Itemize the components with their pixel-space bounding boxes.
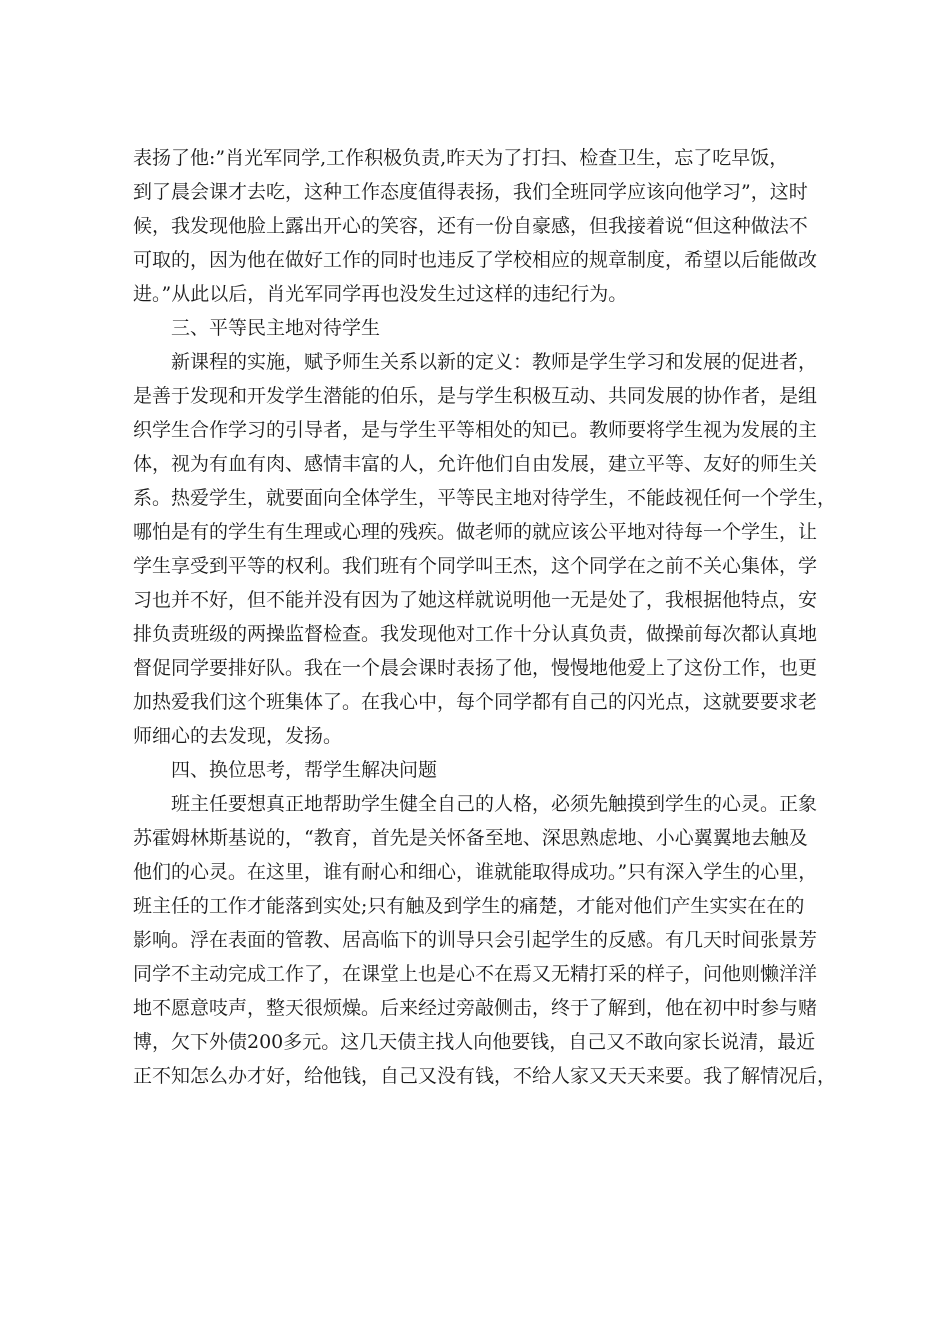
text-line: 苏霍姆林斯基说的，“教育，首先是关怀备至地、深思熟虑地、小心翼翼地去触及: [133, 827, 808, 849]
text-line: 表扬了他:”肖光军同学,工作积极负责,昨天为了打扫、检查卫生，忘了吃早饭，: [133, 147, 789, 169]
text-line: 影响。浮在表面的管教、居高临下的训导只会引起学生的反感。有几天时间张景芳: [133, 929, 818, 951]
text-line: 同学不主动完成工作了，在课堂上也是心不在焉又无精打采的样子，问他则懒洋洋: [133, 963, 818, 985]
text-line: 进。”从此以后，肖光军同学再也没发生过这样的违纪行为。: [133, 283, 628, 305]
text-line: 哪怕是有的学生有生理或心理的残疾。做老师的就应该公平地对待每一个学生，让: [133, 521, 818, 543]
text-line: 织学生合作学习的引导者，是与学生平等相处的知已。教师要将学生视为发展的主: [133, 419, 818, 441]
body-text: [133, 141, 837, 1093]
text-line: 是善于发现和开发学生潜能的伯乐，是与学生积极互动、共同发展的协作者，是组: [133, 385, 818, 407]
text-line: 排负责班级的两操监督检查。我发现他对工作十分认真负责，做操前每次都认真地: [133, 623, 818, 645]
text-line: 地不愿意吱声，整天很烦燥。后来经过旁敲侧击，终于了解到，他在初中时参与赌: [133, 997, 818, 1019]
paragraph-start: 班主任要想真正地帮助学生健全自己的人格，必须先触摸到学生的心灵。正象: [171, 793, 818, 815]
text-line: 体，视为有血有肉、感情丰富的人，允许他们自由发展，建立平等、友好的师生关: [133, 453, 818, 475]
text-line: 习也并不好，但不能并没有因为了她这样就说明他一无是处了，我根据他特点，安: [133, 589, 818, 611]
text-line: 候，我发现他脸上露出开心的笑容，还有一份自豪感，但我接着说“但这种做法不: [133, 215, 808, 237]
text-line: 加热爱我们这个班集体了。在我心中，每个同学都有自己的闪光点，这就要要求老: [133, 691, 818, 713]
paragraph-start: 新课程的实施，赋予师生关系以新的定义：教师是学生学习和发展的促进者，: [171, 351, 818, 373]
section-heading-3: 三、平等民主地对待学生: [171, 317, 381, 339]
text-line: 到了晨会课才去吃，这种工作态度值得表扬，我们全班同学应该向他学习”，这时: [133, 181, 808, 203]
text-line: 博，欠下外债200多元。这几天债主找人向他要钱，自己又不敢向家长说清，最近: [133, 1031, 816, 1053]
text-line: 班主任的工作才能落到实处;只有触及到学生的痛楚，才能对他们产生实实在在的: [133, 895, 805, 917]
text-line: 师细心的去发现，发扬。: [133, 725, 343, 747]
text-line: 可取的，因为他在做好工作的同时也违反了学校相应的规章制度，希望以后能做改: [133, 249, 818, 271]
text-line: 他们的心灵。在这里，谁有耐心和细心，谁就能取得成功。”只有深入学生的心里，: [133, 861, 818, 883]
text-line: 系。热爱学生，就要面向全体学生，平等民主地对待学生，不能歧视任何一个学生，: [133, 487, 837, 509]
text-line: 正不知怎么办才好，给他钱，自己又没有钱，不给人家又天天来要。我了解情况后，: [133, 1065, 837, 1087]
text-line: 学生享受到平等的权利。我们班有个同学叫王杰，这个同学在之前不关心集体，学: [133, 555, 818, 577]
text-line: 督促同学要排好队。我在一个晨会课时表扬了他，慢慢地他爱上了这份工作，也更: [133, 657, 818, 679]
section-heading-4: 四、换位思考，帮学生解决问题: [171, 759, 438, 781]
